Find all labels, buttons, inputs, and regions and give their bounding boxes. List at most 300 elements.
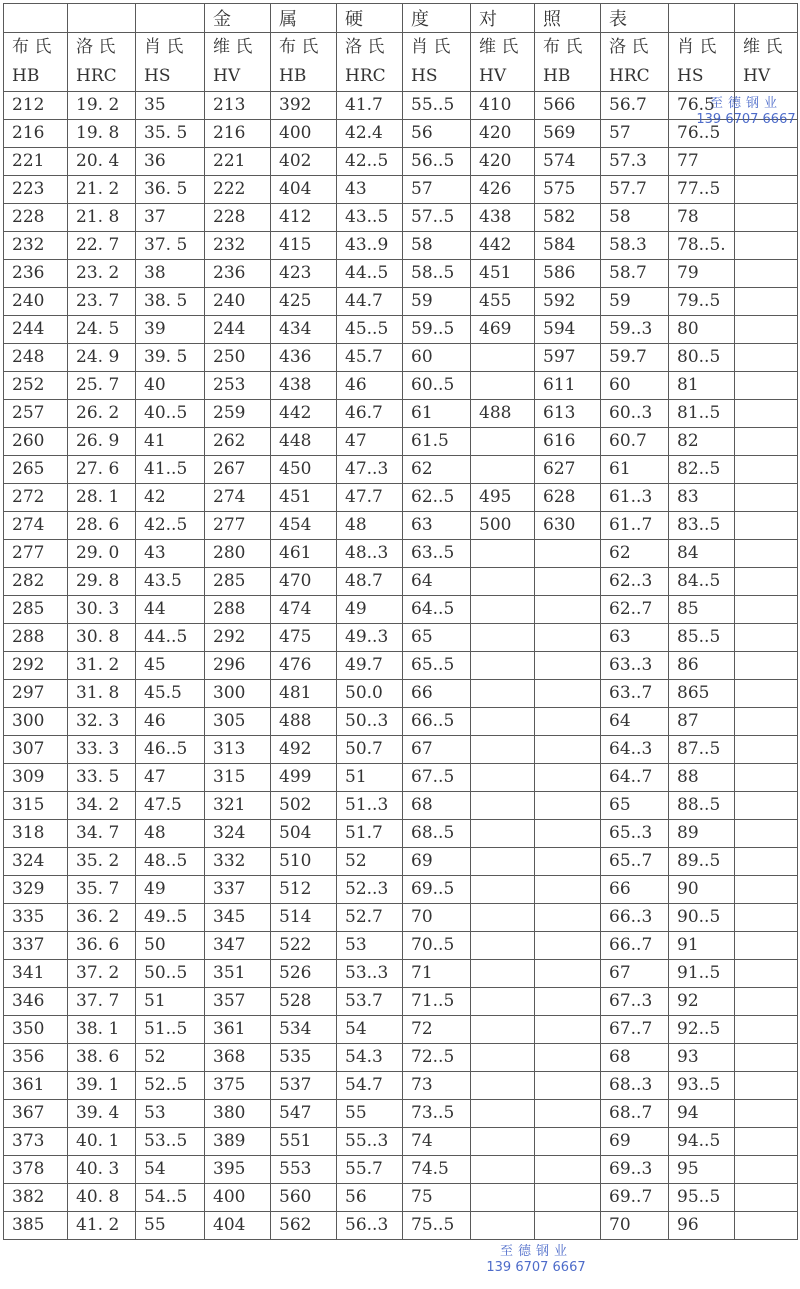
- title-char: 硬: [337, 4, 403, 33]
- table-cell: 80: [669, 316, 735, 344]
- table-cell: [735, 708, 798, 736]
- table-cell: 450: [271, 456, 337, 484]
- table-cell: 488: [271, 708, 337, 736]
- table-cell: [735, 372, 798, 400]
- table-cell: 292: [4, 652, 68, 680]
- column-header-cn: 肖 氏: [411, 37, 451, 57]
- table-cell: 277: [4, 540, 68, 568]
- table-cell: 420: [471, 120, 535, 148]
- column-header-en: HB: [279, 66, 307, 86]
- table-cell: 53: [136, 1100, 205, 1128]
- table-row: [4, 624, 798, 652]
- table-cell: 442: [271, 400, 337, 428]
- table-cell: [535, 1044, 601, 1072]
- table-cell: [471, 568, 535, 596]
- table-cell: 236: [205, 260, 271, 288]
- table-cell: 476: [271, 652, 337, 680]
- table-cell: 347: [205, 932, 271, 960]
- table-cell: 83..5: [669, 512, 735, 540]
- table-cell: 244: [205, 316, 271, 344]
- column-header: [403, 33, 471, 92]
- table-cell: [535, 932, 601, 960]
- table-cell: 55..5: [403, 92, 471, 120]
- table-cell: 329: [4, 876, 68, 904]
- table-cell: 69..7: [601, 1184, 669, 1212]
- table-cell: 51.7: [337, 820, 403, 848]
- table-cell: 54: [136, 1156, 205, 1184]
- table-cell: [535, 988, 601, 1016]
- table-cell: [535, 1156, 601, 1184]
- table-cell: 60.7: [601, 428, 669, 456]
- table-cell: 40. 3: [68, 1156, 136, 1184]
- table-cell: 63..5: [403, 540, 471, 568]
- table-cell: 584: [535, 232, 601, 260]
- table-cell: 368: [205, 1044, 271, 1072]
- table-cell: 221: [4, 148, 68, 176]
- table-cell: 28. 6: [68, 512, 136, 540]
- table-cell: 94..5: [669, 1128, 735, 1156]
- table-cell: 361: [205, 1016, 271, 1044]
- table-cell: 85..5: [669, 624, 735, 652]
- table-cell: 297: [4, 680, 68, 708]
- table-cell: 285: [4, 596, 68, 624]
- table-cell: [735, 652, 798, 680]
- table-cell: 51: [337, 764, 403, 792]
- table-row: [4, 148, 798, 176]
- table-cell: [471, 372, 535, 400]
- column-header: [68, 33, 136, 92]
- table-cell: [471, 932, 535, 960]
- table-row: [4, 288, 798, 316]
- table-cell: [535, 1100, 601, 1128]
- table-cell: 92: [669, 988, 735, 1016]
- table-cell: 259: [205, 400, 271, 428]
- table-cell: 628: [535, 484, 601, 512]
- column-header: [735, 33, 798, 92]
- table-cell: [535, 680, 601, 708]
- table-row: [4, 400, 798, 428]
- table-cell: 88: [669, 764, 735, 792]
- table-cell: 66..3: [601, 904, 669, 932]
- table-cell: 30. 8: [68, 624, 136, 652]
- table-cell: 43..5: [337, 204, 403, 232]
- table-cell: 67..7: [601, 1016, 669, 1044]
- table-cell: 79: [669, 260, 735, 288]
- table-cell: 58: [601, 204, 669, 232]
- table-cell: 630: [535, 512, 601, 540]
- column-header-en: HB: [12, 66, 40, 86]
- table-cell: 48: [136, 820, 205, 848]
- table-cell: 40. 8: [68, 1184, 136, 1212]
- table-cell: 232: [205, 232, 271, 260]
- table-cell: 470: [271, 568, 337, 596]
- table-cell: [535, 596, 601, 624]
- table-cell: 46: [136, 708, 205, 736]
- table-cell: [471, 1184, 535, 1212]
- table-cell: 79..5: [669, 288, 735, 316]
- table-cell: 346: [4, 988, 68, 1016]
- table-cell: 19. 2: [68, 92, 136, 120]
- table-cell: [471, 1128, 535, 1156]
- table-cell: 232: [4, 232, 68, 260]
- table-cell: 90..5: [669, 904, 735, 932]
- table-cell: 57: [601, 120, 669, 148]
- table-cell: 240: [205, 288, 271, 316]
- table-cell: 48.7: [337, 568, 403, 596]
- table-row: [4, 232, 798, 260]
- table-row: [4, 764, 798, 792]
- table-cell: 24. 5: [68, 316, 136, 344]
- table-cell: 504: [271, 820, 337, 848]
- table-cell: 49: [337, 596, 403, 624]
- table-cell: [471, 820, 535, 848]
- table-cell: 27. 6: [68, 456, 136, 484]
- table-cell: 345: [205, 904, 271, 932]
- table-cell: 47: [136, 764, 205, 792]
- table-cell: 44..5: [136, 624, 205, 652]
- table-cell: 43: [136, 540, 205, 568]
- table-cell: 74.5: [403, 1156, 471, 1184]
- table-cell: 57..5: [403, 204, 471, 232]
- table-cell: [735, 484, 798, 512]
- table-cell: 67: [403, 736, 471, 764]
- table-cell: [735, 344, 798, 372]
- table-cell: 62: [601, 540, 669, 568]
- table-cell: [535, 764, 601, 792]
- table-cell: 37: [136, 204, 205, 232]
- table-cell: 68..3: [601, 1072, 669, 1100]
- column-header-en: HRC: [345, 66, 386, 86]
- column-header-cn: 洛 氏: [345, 37, 385, 57]
- title-char: 照: [535, 4, 601, 33]
- table-cell: 315: [205, 764, 271, 792]
- table-cell: 404: [271, 176, 337, 204]
- column-header: [4, 33, 68, 92]
- table-cell: 85: [669, 596, 735, 624]
- table-cell: 492: [271, 736, 337, 764]
- table-cell: 59: [601, 288, 669, 316]
- table-cell: 91..5: [669, 960, 735, 988]
- table-cell: [735, 596, 798, 624]
- table-cell: 89..5: [669, 848, 735, 876]
- table-cell: 59.7: [601, 344, 669, 372]
- column-header-cn: 布 氏: [279, 37, 319, 57]
- table-cell: [735, 876, 798, 904]
- table-cell: 50.0: [337, 680, 403, 708]
- table-cell: [735, 176, 798, 204]
- table-cell: 510: [271, 848, 337, 876]
- table-cell: 438: [471, 204, 535, 232]
- table-cell: [735, 1100, 798, 1128]
- table-cell: 59..3: [601, 316, 669, 344]
- table-cell: 373: [4, 1128, 68, 1156]
- table-cell: 35. 2: [68, 848, 136, 876]
- table-cell: 53.7: [337, 988, 403, 1016]
- table-cell: 288: [4, 624, 68, 652]
- table-cell: 32. 3: [68, 708, 136, 736]
- table-cell: [735, 1156, 798, 1184]
- table-cell: 34. 2: [68, 792, 136, 820]
- column-header-en: HS: [677, 66, 704, 86]
- table-cell: 48..5: [136, 848, 205, 876]
- table-cell: [471, 1100, 535, 1128]
- table-cell: [471, 876, 535, 904]
- table-cell: [735, 400, 798, 428]
- table-cell: [471, 596, 535, 624]
- table-cell: 66..7: [601, 932, 669, 960]
- table-cell: 434: [271, 316, 337, 344]
- column-header-en: HB: [543, 66, 571, 86]
- table-cell: [471, 764, 535, 792]
- table-cell: 33. 5: [68, 764, 136, 792]
- column-header-cn: 洛 氏: [76, 37, 116, 57]
- table-cell: 58.7: [601, 260, 669, 288]
- table-cell: 526: [271, 960, 337, 988]
- table-cell: 324: [4, 848, 68, 876]
- table-cell: 575: [535, 176, 601, 204]
- column-header-en: HS: [411, 66, 438, 86]
- table-cell: 31. 2: [68, 652, 136, 680]
- table-cell: 285: [205, 568, 271, 596]
- table-cell: 77..5: [669, 176, 735, 204]
- table-row: [4, 736, 798, 764]
- table-cell: 499: [271, 764, 337, 792]
- table-cell: 68..5: [403, 820, 471, 848]
- table-cell: 420: [471, 148, 535, 176]
- table-cell: 451: [471, 260, 535, 288]
- table-cell: 20. 4: [68, 148, 136, 176]
- table-row: [4, 456, 798, 484]
- table-cell: [471, 1156, 535, 1184]
- table-cell: [735, 848, 798, 876]
- table-cell: 50..3: [337, 708, 403, 736]
- table-cell: 438: [271, 372, 337, 400]
- watermark-name: 至德钢业: [709, 96, 782, 111]
- table-cell: [471, 540, 535, 568]
- table-cell: 39. 4: [68, 1100, 136, 1128]
- table-cell: [471, 1212, 535, 1240]
- table-row: [4, 568, 798, 596]
- table-cell: [471, 988, 535, 1016]
- table-cell: 500: [471, 512, 535, 540]
- table-cell: 96: [669, 1212, 735, 1240]
- table-cell: 88..5: [669, 792, 735, 820]
- table-cell: 25. 7: [68, 372, 136, 400]
- table-cell: 60: [601, 372, 669, 400]
- table-cell: 53: [337, 932, 403, 960]
- column-header: [601, 33, 669, 92]
- table-row: [4, 932, 798, 960]
- table-cell: [735, 624, 798, 652]
- table-cell: 65..5: [403, 652, 471, 680]
- table-row: [4, 792, 798, 820]
- table-cell: 341: [4, 960, 68, 988]
- table-row: [4, 848, 798, 876]
- table-cell: 426: [471, 176, 535, 204]
- table-cell: 81: [669, 372, 735, 400]
- table-cell: 45: [136, 652, 205, 680]
- table-cell: 50.7: [337, 736, 403, 764]
- table-cell: 39. 1: [68, 1072, 136, 1100]
- table-cell: 611: [535, 372, 601, 400]
- table-cell: 551: [271, 1128, 337, 1156]
- table-cell: 592: [535, 288, 601, 316]
- table-cell: 54: [337, 1016, 403, 1044]
- table-cell: 53..5: [136, 1128, 205, 1156]
- column-header-cn: 维 氏: [213, 37, 253, 57]
- table-cell: 212: [4, 92, 68, 120]
- table-row: [4, 1044, 798, 1072]
- table-cell: 38: [136, 260, 205, 288]
- table-cell: 60..5: [403, 372, 471, 400]
- table-cell: [535, 736, 601, 764]
- table-cell: 240: [4, 288, 68, 316]
- table-cell: 49..3: [337, 624, 403, 652]
- table-cell: 55: [136, 1212, 205, 1240]
- table-cell: 47.5: [136, 792, 205, 820]
- table-cell: 56.7: [601, 92, 669, 120]
- table-cell: [735, 904, 798, 932]
- table-cell: [735, 988, 798, 1016]
- table-cell: 448: [271, 428, 337, 456]
- table-cell: 277: [205, 512, 271, 540]
- table-cell: 36. 6: [68, 932, 136, 960]
- table-cell: 76.5: [669, 92, 735, 120]
- table-cell: 62: [403, 456, 471, 484]
- table-cell: 495: [471, 484, 535, 512]
- table-cell: 63..3: [601, 652, 669, 680]
- table-cell: 528: [271, 988, 337, 1016]
- table-cell: 57.7: [601, 176, 669, 204]
- table-cell: 412: [271, 204, 337, 232]
- table-cell: 64..7: [601, 764, 669, 792]
- table-cell: 42..5: [136, 512, 205, 540]
- table-cell: 37. 2: [68, 960, 136, 988]
- table-cell: 62..3: [601, 568, 669, 596]
- column-header-cn: 维 氏: [479, 37, 519, 57]
- table-cell: 94: [669, 1100, 735, 1128]
- table-cell: 91: [669, 932, 735, 960]
- table-cell: 54..5: [136, 1184, 205, 1212]
- table-cell: 73..5: [403, 1100, 471, 1128]
- column-header: [271, 33, 337, 92]
- table-cell: 313: [205, 736, 271, 764]
- table-cell: 400: [205, 1184, 271, 1212]
- table-cell: 569: [535, 120, 601, 148]
- table-cell: 292: [205, 624, 271, 652]
- table-cell: 26. 9: [68, 428, 136, 456]
- table-row: [4, 596, 798, 624]
- table-cell: 36: [136, 148, 205, 176]
- column-header: [535, 33, 601, 92]
- table-cell: 54.3: [337, 1044, 403, 1072]
- column-header-en: HV: [479, 66, 507, 86]
- table-cell: 351: [205, 960, 271, 988]
- table-cell: 45.5: [136, 680, 205, 708]
- table-row: [4, 988, 798, 1016]
- table-cell: [735, 764, 798, 792]
- table-cell: 71: [403, 960, 471, 988]
- table-cell: 44: [136, 596, 205, 624]
- table-cell: 35. 7: [68, 876, 136, 904]
- table-cell: [735, 428, 798, 456]
- table-cell: 402: [271, 148, 337, 176]
- title-cell-blank: [68, 4, 136, 33]
- table-cell: 250: [205, 344, 271, 372]
- table-cell: [471, 848, 535, 876]
- table-cell: 265: [4, 456, 68, 484]
- table-row: [4, 876, 798, 904]
- table-cell: 378: [4, 1156, 68, 1184]
- table-row: [4, 1016, 798, 1044]
- table-row: [4, 428, 798, 456]
- table-cell: 48..3: [337, 540, 403, 568]
- column-header: [471, 33, 535, 92]
- table-row: [4, 204, 798, 232]
- table-cell: 58.3: [601, 232, 669, 260]
- table-cell: 260: [4, 428, 68, 456]
- watermark-phone: 139 6707 6667: [696, 112, 796, 127]
- table-cell: 72: [403, 1016, 471, 1044]
- table-cell: 23. 2: [68, 260, 136, 288]
- table-cell: 78..5.: [669, 232, 735, 260]
- table-cell: 63..7: [601, 680, 669, 708]
- table-cell: [471, 1016, 535, 1044]
- table-cell: [535, 876, 601, 904]
- table-cell: [535, 624, 601, 652]
- table-cell: [535, 792, 601, 820]
- table-cell: [471, 736, 535, 764]
- table-cell: 356: [4, 1044, 68, 1072]
- table-cell: 41..5: [136, 456, 205, 484]
- table-cell: [735, 736, 798, 764]
- table-cell: 65: [601, 792, 669, 820]
- table-row: [4, 260, 798, 288]
- table-cell: 58..5: [403, 260, 471, 288]
- table-cell: 87: [669, 708, 735, 736]
- table-cell: 404: [205, 1212, 271, 1240]
- table-cell: 47.7: [337, 484, 403, 512]
- table-cell: 35: [136, 92, 205, 120]
- table-cell: 41: [136, 428, 205, 456]
- table-cell: [735, 204, 798, 232]
- table-cell: 222: [205, 176, 271, 204]
- column-header-cn: 维 氏: [743, 37, 783, 57]
- table-cell: 77: [669, 148, 735, 176]
- table-cell: 442: [471, 232, 535, 260]
- table-row: [4, 1072, 798, 1100]
- table-cell: [535, 1016, 601, 1044]
- table-cell: 40..5: [136, 400, 205, 428]
- table-cell: 69..5: [403, 876, 471, 904]
- column-header-cn: 布 氏: [12, 37, 52, 57]
- table-cell: 236: [4, 260, 68, 288]
- table-cell: 67..5: [403, 764, 471, 792]
- table-cell: 46..5: [136, 736, 205, 764]
- table-cell: 34. 7: [68, 820, 136, 848]
- table-cell: 216: [205, 120, 271, 148]
- table-cell: 55..3: [337, 1128, 403, 1156]
- table-cell: 35. 5: [136, 120, 205, 148]
- table-cell: 535: [271, 1044, 337, 1072]
- table-cell: 382: [4, 1184, 68, 1212]
- table-row: [4, 1100, 798, 1128]
- table-cell: [535, 1184, 601, 1212]
- table-cell: 40. 1: [68, 1128, 136, 1156]
- table-cell: 37. 7: [68, 988, 136, 1016]
- table-cell: 57: [403, 176, 471, 204]
- table-cell: 43..9: [337, 232, 403, 260]
